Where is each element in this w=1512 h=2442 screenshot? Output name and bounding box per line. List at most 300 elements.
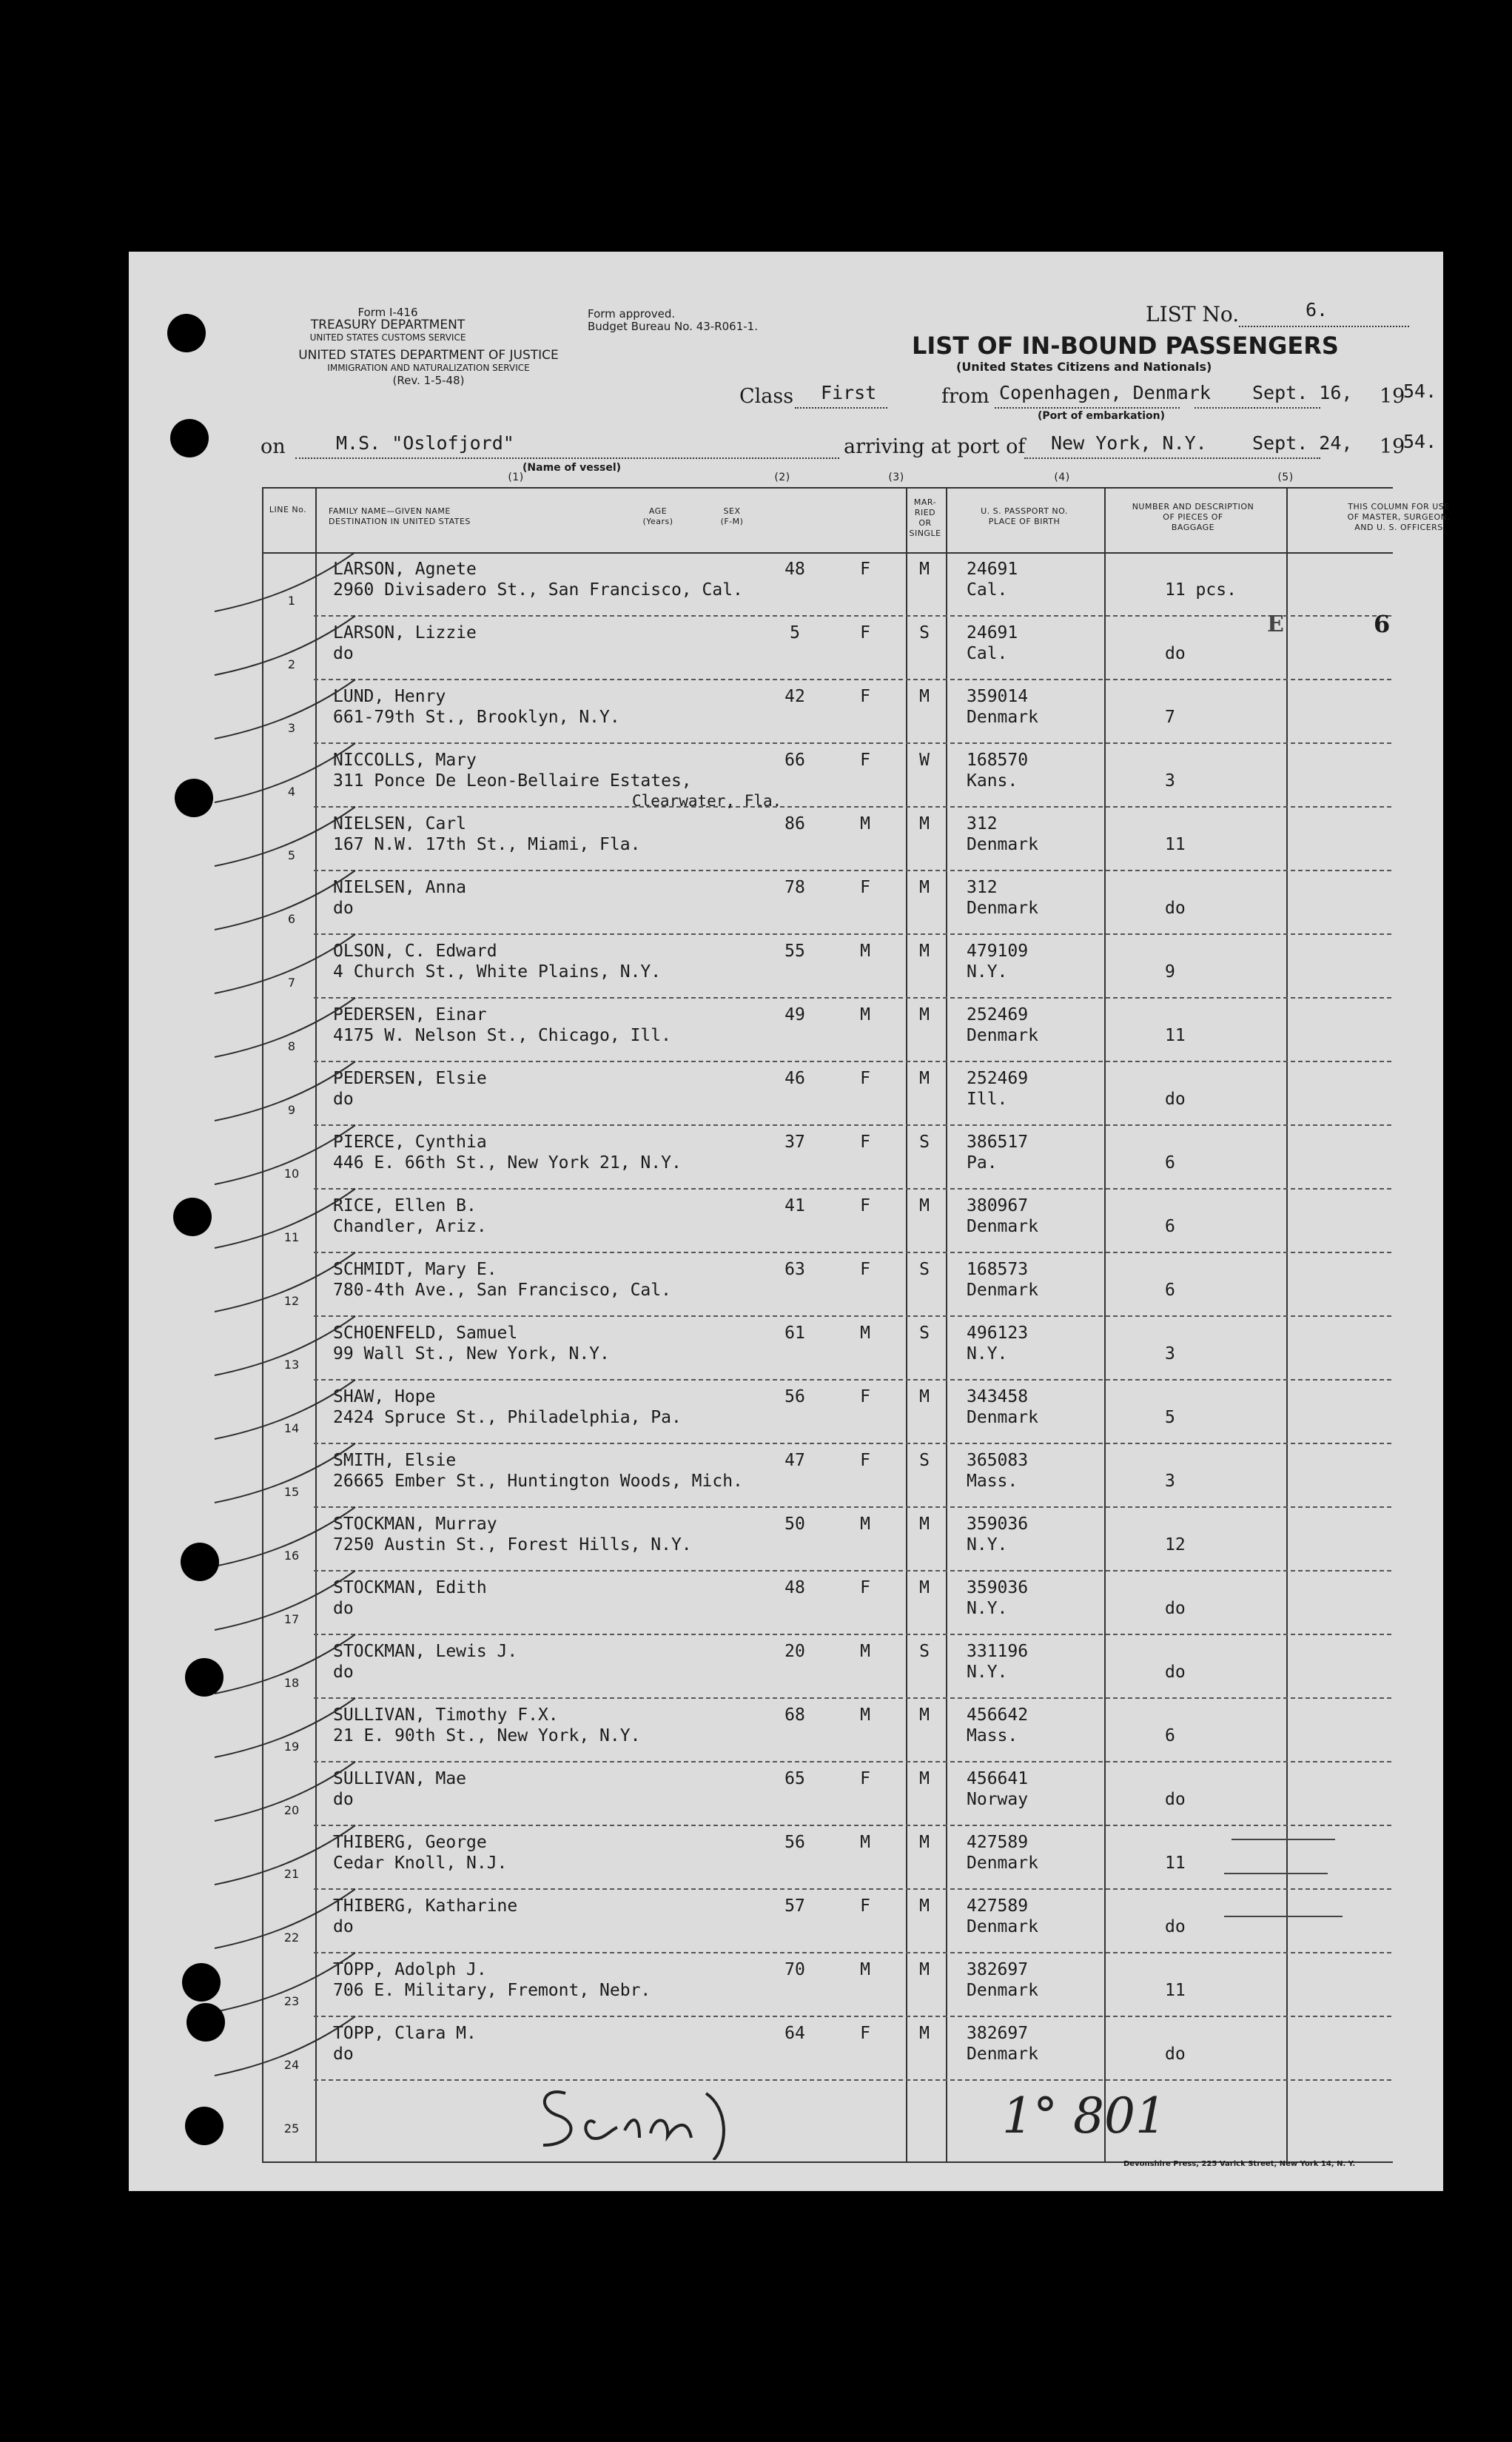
passport-number: 359014 — [967, 687, 1029, 706]
passenger-sex: F — [860, 1069, 870, 1088]
marital-status: M — [919, 1769, 930, 1788]
col-number-1: (1) — [508, 472, 524, 483]
passport-number: 252469 — [967, 1005, 1029, 1024]
baggage-count: 3 — [1165, 771, 1175, 791]
punch-hole-7 — [182, 1963, 221, 2002]
passenger-destination: 706 E. Military, Fremont, Nebr. — [333, 1981, 651, 2000]
passenger-name: PIERCE, Cynthia — [333, 1133, 487, 1152]
col-header-married: MAR- RIED OR SINGLE — [909, 497, 941, 538]
passenger-age: 56 — [784, 1833, 805, 1852]
passenger-age: 46 — [784, 1069, 805, 1088]
passport-number: 427589 — [967, 1896, 1029, 1916]
marital-status: S — [919, 1260, 930, 1279]
col-header-name — [329, 506, 471, 527]
passenger-age: 57 — [784, 1896, 805, 1916]
col-header-sex: SEX (F-M) — [720, 506, 744, 526]
budget-bureau: Budget Bureau No. 43-R061-1. — [588, 320, 758, 333]
passport-number: 343458 — [967, 1387, 1029, 1406]
passenger-destination: 7250 Austin St., Forest Hills, N.Y. — [333, 1535, 692, 1554]
passenger-age: 56 — [784, 1387, 805, 1406]
passenger-age: 48 — [784, 1578, 805, 1597]
baggage-count: do — [1165, 1599, 1186, 1618]
class-value: First — [821, 382, 877, 403]
col-header-officers: THIS COLUMN FOR USE OF MASTER, SURGEON, AND U. S. OFFICERS — [1347, 502, 1451, 532]
check-stroke — [215, 1507, 355, 1566]
passenger-age: 49 — [784, 1005, 805, 1024]
port-of-embarkation: Copenhagen, Denmark — [999, 382, 1211, 403]
passport-number: 312 — [967, 814, 998, 833]
passenger-sex: F — [860, 1896, 870, 1916]
passport-number: 382697 — [967, 1960, 1029, 1979]
passenger-destination: 2960 Divisadero St., San Francisco, Cal. — [333, 580, 743, 600]
baggage-count: 11 — [1165, 1026, 1186, 1045]
passenger-sex: F — [860, 560, 870, 579]
check-stroke — [215, 552, 355, 611]
check-stroke — [215, 1380, 355, 1439]
passport-number: 24691 — [967, 623, 1018, 643]
punch-hole-1 — [167, 314, 206, 352]
passenger-name: THIBERG, Katharine — [333, 1896, 518, 1916]
place-of-birth: Denmark — [967, 708, 1038, 727]
punch-hole-6 — [185, 1658, 224, 1697]
baggage-count: 3 — [1165, 1344, 1175, 1363]
passport-number: 380967 — [967, 1196, 1029, 1215]
marital-status: M — [919, 687, 930, 706]
marital-status: M — [919, 1005, 930, 1024]
punch-hole-8 — [187, 2003, 225, 2042]
arriving-label: arriving at port of — [844, 435, 1026, 458]
class-line — [795, 407, 887, 409]
passenger-age: 5 — [790, 623, 800, 643]
baggage-count: 9 — [1165, 962, 1175, 982]
passenger-destination: 21 E. 90th St., New York, N.Y. — [333, 1726, 641, 1745]
arrival-year: 54. — [1403, 431, 1437, 452]
vessel-name: M.S. "Oslofjord" — [336, 432, 514, 454]
list-number-label: LIST No. — [1146, 302, 1240, 326]
check-stroke — [215, 1953, 355, 2012]
line-number: 21 — [283, 1867, 300, 1881]
passenger-destination-cont: Clearwater, Fla. — [632, 792, 782, 810]
passenger-destination: 4 Church St., White Plains, N.Y. — [333, 962, 662, 982]
passenger-destination: Chandler, Ariz. — [333, 1217, 487, 1236]
check-stroke — [215, 1189, 355, 1248]
passport-number: 496123 — [967, 1324, 1029, 1343]
check-stroke — [215, 871, 355, 930]
place-of-birth: Denmark — [967, 835, 1038, 854]
check-stroke — [215, 1825, 355, 1885]
punch-hole-3 — [175, 779, 213, 817]
place-of-birth: Kans. — [967, 771, 1018, 791]
place-of-birth: Denmark — [967, 1281, 1038, 1300]
passenger-destination: do — [333, 2044, 354, 2064]
passenger-age: 64 — [784, 2024, 805, 2043]
place-of-birth: Denmark — [967, 2044, 1038, 2064]
baggage-count: 12 — [1165, 1535, 1186, 1554]
justice-dept: UNITED STATES DEPARTMENT OF JUSTICE — [298, 348, 559, 363]
marital-status: S — [919, 1324, 930, 1343]
passenger-name: SULLIVAN, Mae — [333, 1769, 467, 1788]
passenger-sex: F — [860, 623, 870, 643]
passenger-destination: 4175 W. Nelson St., Chicago, Ill. — [333, 1026, 671, 1045]
form-number: Form I-416 — [357, 306, 418, 319]
list-number-line — [1239, 326, 1409, 327]
marital-status: S — [919, 1451, 930, 1470]
passenger-age: 65 — [784, 1769, 805, 1788]
passenger-destination: do — [333, 1663, 354, 1682]
marital-status: M — [919, 878, 930, 897]
line-number: 17 — [283, 1612, 300, 1626]
line-number: 8 — [287, 1039, 296, 1053]
passport-number: 168573 — [967, 1260, 1029, 1279]
manifest-page — [129, 252, 1451, 2191]
baggage-count: do — [1165, 644, 1186, 663]
passenger-sex: M — [860, 1960, 870, 1979]
line-number: 7 — [287, 976, 296, 990]
check-stroke — [215, 1889, 355, 1948]
col-number-4: (4) — [1054, 472, 1070, 483]
officer-dash-18 — [1224, 1916, 1343, 1917]
line-number: 24 — [283, 2058, 300, 2072]
baggage-count: 6 — [1165, 1726, 1175, 1745]
passenger-sex: M — [860, 1705, 870, 1725]
marital-status: S — [919, 623, 930, 643]
col-header-passport: U. S. PASSPORT NO. PLACE OF BIRTH — [981, 506, 1068, 526]
passenger-sex: M — [860, 1642, 870, 1661]
passenger-name: STOCKMAN, Lewis J. — [333, 1642, 518, 1661]
depart-date-line — [1195, 407, 1320, 409]
line-number: 14 — [283, 1421, 300, 1435]
check-stroke — [215, 1443, 355, 1503]
passport-number: 252469 — [967, 1069, 1029, 1088]
page-title: LIST OF IN-BOUND PASSENGERS — [912, 332, 1339, 360]
marital-status: M — [919, 942, 930, 961]
baggage-count: do — [1165, 1663, 1186, 1682]
baggage-count: do — [1165, 2044, 1186, 2064]
arrival-year-prefix: 19 — [1380, 435, 1405, 458]
passenger-name: OLSON, C. Edward — [333, 942, 497, 961]
passenger-destination: 661-79th St., Brooklyn, N.Y. — [333, 708, 620, 727]
place-of-birth: Cal. — [967, 580, 1008, 600]
line-number: 22 — [283, 1931, 300, 1945]
check-stroke — [215, 998, 355, 1057]
justice-block — [262, 349, 595, 387]
passenger-name: SCHMIDT, Mary E. — [333, 1260, 497, 1279]
passenger-age: 55 — [784, 942, 805, 961]
place-of-birth: Denmark — [967, 1981, 1038, 2000]
line-number: 4 — [287, 785, 296, 799]
check-stroke — [215, 1634, 355, 1694]
passenger-name: THIBERG, George — [333, 1833, 487, 1852]
passenger-sex: M — [860, 814, 870, 833]
marital-status: M — [919, 1387, 930, 1406]
marital-status: M — [919, 1960, 930, 1979]
passport-number: 359036 — [967, 1514, 1029, 1534]
departure-date: Sept. 16, — [1252, 382, 1353, 403]
passenger-destination: do — [333, 1090, 354, 1109]
passenger-name: RICE, Ellen B. — [333, 1196, 477, 1215]
from-line — [995, 407, 1180, 409]
passenger-destination: 26665 Ember St., Huntington Woods, Mich. — [333, 1472, 743, 1491]
passenger-destination: do — [333, 644, 354, 663]
page-subtitle: (United States Citizens and Nationals) — [956, 360, 1212, 374]
line-number: 18 — [283, 1676, 300, 1690]
passenger-age: 42 — [784, 687, 805, 706]
passport-number: 168570 — [967, 751, 1029, 770]
passenger-name: SMITH, Elsie — [333, 1451, 457, 1470]
passport-number: 365083 — [967, 1451, 1029, 1470]
form-approved: Form approved. — [588, 307, 676, 321]
passenger-destination: 99 Wall St., New York, N.Y. — [333, 1344, 610, 1363]
passenger-sex: M — [860, 942, 870, 961]
check-stroke — [215, 1061, 355, 1121]
passenger-sex: F — [860, 878, 870, 897]
passenger-destination: 2424 Spruce St., Philadelphia, Pa. — [333, 1408, 682, 1427]
place-of-birth: Denmark — [967, 1854, 1038, 1873]
marital-status: M — [919, 1705, 930, 1725]
marital-status: W — [919, 751, 930, 770]
baggage-count: 11 — [1165, 1981, 1186, 2000]
check-stroke — [215, 680, 355, 739]
passport-number: 331196 — [967, 1642, 1029, 1661]
handwritten-signature — [528, 2079, 780, 2160]
passenger-destination: 167 N.W. 17th St., Miami, Fla. — [333, 835, 641, 854]
check-stroke — [215, 1316, 355, 1375]
place-of-birth: Denmark — [967, 1917, 1038, 1936]
line-number: 12 — [283, 1294, 300, 1308]
check-stroke — [215, 1571, 355, 1630]
port-embark-caption: (Port of embarkation) — [1038, 410, 1166, 422]
passenger-age: 48 — [784, 560, 805, 579]
marital-status: M — [919, 560, 930, 579]
baggage-count: 6 — [1165, 1153, 1175, 1173]
baggage-count: 6 — [1165, 1217, 1175, 1236]
passenger-name: NICCOLLS, Mary — [333, 751, 477, 770]
officer-mark-6: 6 — [1374, 610, 1391, 638]
baggage-count: 5 — [1165, 1408, 1175, 1427]
baggage-count: 11 pcs. — [1165, 580, 1237, 600]
passenger-age: 37 — [784, 1133, 805, 1152]
passenger-destination: do — [333, 1599, 354, 1618]
class-label: Class — [739, 385, 794, 408]
col-number-2: (2) — [774, 472, 790, 483]
passport-number: 382697 — [967, 2024, 1029, 2043]
place-of-birth: Cal. — [967, 644, 1008, 663]
check-stroke — [215, 616, 355, 675]
passenger-name: NIELSEN, Carl — [333, 814, 467, 833]
customs-service: UNITED STATES CUSTOMS SERVICE — [309, 332, 466, 343]
line-number: 23 — [283, 1994, 300, 2008]
passenger-sex: F — [860, 1769, 870, 1788]
line-number: 6 — [287, 912, 296, 926]
passenger-name: TOPP, Clara M. — [333, 2024, 477, 2043]
check-stroke — [215, 934, 355, 993]
marital-status: M — [919, 814, 930, 833]
place-of-birth: Mass. — [967, 1726, 1018, 1745]
baggage-count: do — [1165, 1790, 1186, 1809]
passenger-name: STOCKMAN, Edith — [333, 1578, 487, 1597]
marital-status: S — [919, 1642, 930, 1661]
passport-number: 359036 — [967, 1578, 1029, 1597]
passenger-sex: F — [860, 2024, 870, 2043]
check-stroke — [215, 807, 355, 866]
passenger-destination: Cedar Knoll, N.J. — [333, 1854, 508, 1873]
passenger-name: PEDERSEN, Elsie — [333, 1069, 487, 1088]
passenger-sex: F — [860, 751, 870, 770]
line-number: 16 — [283, 1549, 300, 1563]
passenger-age: 47 — [784, 1451, 805, 1470]
passenger-age: 86 — [784, 814, 805, 833]
passenger-name: LUND, Henry — [333, 687, 446, 706]
line-number: 5 — [287, 848, 296, 862]
passenger-sex: M — [860, 1514, 870, 1534]
baggage-count: 11 — [1165, 1854, 1186, 1873]
passenger-name: PEDERSEN, Einar — [333, 1005, 487, 1024]
passenger-name: LARSON, Lizzie — [333, 623, 477, 643]
check-stroke — [215, 2016, 355, 2076]
arrival-date: Sept. 24, — [1252, 432, 1353, 454]
line-number: 25 — [283, 2121, 300, 2136]
passenger-sex: F — [860, 1387, 870, 1406]
place-of-birth: N.Y. — [967, 1535, 1008, 1554]
baggage-count: 3 — [1165, 1472, 1175, 1491]
passenger-age: 70 — [784, 1960, 805, 1979]
punch-hole-4 — [173, 1198, 212, 1236]
place-of-birth: Denmark — [967, 1217, 1038, 1236]
line-number: 19 — [283, 1740, 300, 1754]
marital-status: M — [919, 2024, 930, 2043]
line-number: 10 — [283, 1167, 300, 1181]
line-number: 13 — [283, 1358, 300, 1372]
marital-status: M — [919, 1196, 930, 1215]
place-of-birth: Denmark — [967, 899, 1038, 918]
passenger-sex: F — [860, 1196, 870, 1215]
passenger-age: 68 — [784, 1705, 805, 1725]
passenger-name: SCHOENFELD, Samuel — [333, 1324, 518, 1343]
on-label: on — [261, 435, 286, 458]
approval-block — [588, 308, 787, 333]
marital-status: M — [919, 1833, 930, 1852]
check-marks — [207, 552, 444, 2225]
passport-number: 479109 — [967, 942, 1029, 961]
list-number-value: 6. — [1306, 299, 1328, 321]
baggage-count: 7 — [1165, 708, 1175, 727]
baggage-count: do — [1165, 1090, 1186, 1109]
form-id-block — [292, 306, 484, 344]
passport-number: 312 — [967, 878, 998, 897]
revision: (Rev. 1-5-48) — [392, 374, 465, 387]
passenger-name: STOCKMAN, Murray — [333, 1514, 497, 1534]
passenger-age: 63 — [784, 1260, 805, 1279]
passport-number: 456642 — [967, 1705, 1029, 1725]
arrival-port-line — [1024, 457, 1320, 459]
passenger-sex: F — [860, 1133, 870, 1152]
punch-hole-5 — [181, 1543, 219, 1581]
officer-mark-e: E — [1267, 611, 1284, 637]
passport-number: 24691 — [967, 560, 1018, 579]
check-stroke — [215, 1762, 355, 1821]
passport-number: 386517 — [967, 1133, 1029, 1152]
check-stroke — [215, 1125, 355, 1184]
col-header-line: LINE No. — [269, 505, 307, 514]
place-of-birth: N.Y. — [967, 962, 1008, 982]
baggage-count: 11 — [1165, 835, 1186, 854]
passenger-sex: M — [860, 1324, 870, 1343]
marital-status: M — [919, 1514, 930, 1534]
from-label: from — [941, 385, 989, 408]
passenger-destination: 780-4th Ave., San Francisco, Cal. — [333, 1281, 671, 1300]
passenger-name: LARSON, Agnete — [333, 560, 477, 579]
bottom-count: 1° 801 — [1002, 2087, 1166, 2144]
passenger-age: 78 — [784, 878, 805, 897]
arrival-port: New York, N.Y. — [1051, 432, 1207, 454]
marital-status: M — [919, 1896, 930, 1916]
marital-status: M — [919, 1578, 930, 1597]
passenger-age: 66 — [784, 751, 805, 770]
officer-dash-17 — [1224, 1873, 1328, 1874]
place-of-birth: N.Y. — [967, 1663, 1008, 1682]
place-of-birth: N.Y. — [967, 1344, 1008, 1363]
depart-year-prefix: 19 — [1380, 385, 1405, 408]
passenger-sex: F — [860, 1451, 870, 1470]
passenger-age: 20 — [784, 1642, 805, 1661]
col-header-baggage: NUMBER AND DESCRIPTION OF PIECES OF BAGGAGE — [1132, 502, 1254, 532]
col-header-name-text: FAMILY NAME—GIVEN NAME DESTINATION IN UNITED STATES — [329, 506, 471, 526]
check-stroke — [215, 1698, 355, 1757]
punch-hole-9 — [185, 2107, 224, 2145]
line-number: 3 — [287, 721, 296, 735]
punch-hole-2 — [170, 419, 209, 457]
passport-number: 456641 — [967, 1769, 1029, 1788]
treasury-dept: TREASURY DEPARTMENT — [310, 318, 466, 332]
passenger-destination: 311 Ponce De Leon-Bellaire Estates, — [333, 771, 692, 791]
passenger-sex: M — [860, 1005, 870, 1024]
line-number: 9 — [287, 1103, 296, 1117]
printer-line: Devonshire Press, 225 Varick Street, New York 14, N. Y. — [1123, 2160, 1356, 2168]
place-of-birth: Norway — [967, 1790, 1029, 1809]
place-of-birth: Pa. — [967, 1153, 998, 1173]
officer-dash-16 — [1232, 1839, 1335, 1840]
passenger-sex: F — [860, 687, 870, 706]
place-of-birth: N.Y. — [967, 1599, 1008, 1618]
check-stroke — [215, 743, 355, 802]
passenger-age: 61 — [784, 1324, 805, 1343]
passenger-name: NIELSEN, Anna — [333, 878, 467, 897]
baggage-count: 6 — [1165, 1281, 1175, 1300]
place-of-birth: Denmark — [967, 1026, 1038, 1045]
baggage-count: do — [1165, 1917, 1186, 1936]
passenger-sex: F — [860, 1578, 870, 1597]
passenger-age: 50 — [784, 1514, 805, 1534]
line-number: 20 — [283, 1803, 300, 1817]
departure-year: 54. — [1403, 380, 1437, 402]
line-number: 2 — [287, 657, 296, 671]
line-number: 1 — [287, 594, 296, 608]
line-number: 11 — [283, 1230, 300, 1244]
marital-status: M — [919, 1069, 930, 1088]
check-stroke — [215, 1252, 355, 1312]
col-number-5: (5) — [1277, 472, 1294, 483]
passenger-name: SHAW, Hope — [333, 1387, 436, 1406]
vessel-line — [295, 457, 839, 459]
passenger-name: SULLIVAN, Timothy F.X. — [333, 1705, 559, 1725]
passenger-destination: do — [333, 1790, 354, 1809]
passenger-age: 41 — [784, 1196, 805, 1215]
col-header-age: AGE (Years) — [642, 506, 673, 526]
place-of-birth: Ill. — [967, 1090, 1008, 1109]
baggage-count: do — [1165, 899, 1186, 918]
marital-status: S — [919, 1133, 930, 1152]
line-number: 15 — [283, 1485, 300, 1499]
